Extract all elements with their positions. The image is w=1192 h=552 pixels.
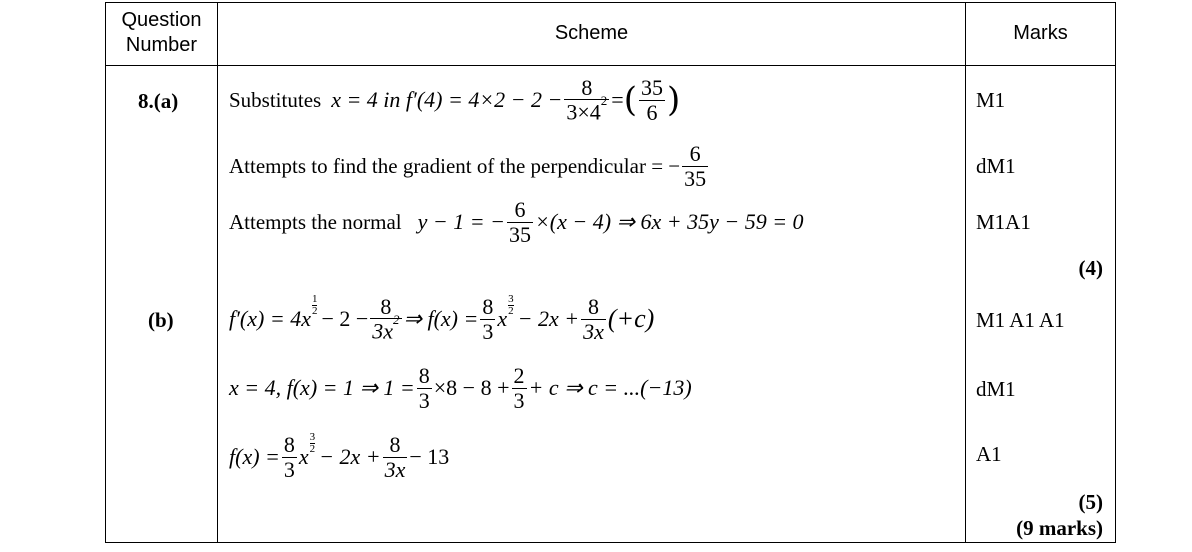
table-right-border (1115, 2, 1116, 543)
row2-fraction: $\frac{6}{35}$ (684, 141, 707, 191)
b-row1-lhs: f′(x) = 4x (229, 306, 311, 331)
b-row3-lhs: f(x) = (229, 444, 280, 469)
part-a-row2 (229, 138, 710, 194)
row1-frac-num: 8 (581, 75, 593, 101)
row2-text: Attempts to find the gradient of the perpendicular = − (229, 153, 681, 178)
part-b-label: (b) (148, 308, 174, 332)
b-row3-tail: − 13 (409, 444, 450, 469)
row1-math-lhs: x = 4 in f′(4) = 4×2 − 2 − (331, 87, 563, 112)
part-b-row1 (229, 284, 654, 354)
part-a-row3-mark: M1A1 (976, 210, 1031, 234)
row3-fraction: $\frac{6}{35}$ (508, 197, 531, 247)
part-b-row3-mark: A1 (976, 442, 1002, 466)
open-paren: ( (623, 80, 637, 120)
part-b-row2-mark: dM1 (976, 377, 1016, 401)
b-row2-frac2: $\frac{2}{3}$ (513, 363, 525, 413)
b-row1-frac2: $\frac{8}{3}$ (482, 294, 494, 344)
b-row3-mid: − 2x + (319, 444, 381, 469)
b-row2-frac: $\frac{8}{3}$ (418, 363, 430, 413)
b-row3-x: x (298, 444, 309, 469)
row1-equals: = (611, 87, 624, 112)
row1-fraction (564, 76, 609, 124)
b-row1-exp2: 3 2 (508, 292, 514, 317)
header-marks: Marks (1013, 22, 1068, 44)
b-row1-x: x (497, 306, 508, 331)
part-b-row2 (229, 358, 692, 418)
row3-text: Attempts the normal (229, 209, 402, 234)
part-a-row3 (229, 194, 804, 250)
b-row1-frac3: $\frac{8}{3x}$ (583, 294, 604, 344)
grand-total: (9 marks) (1016, 516, 1103, 540)
row1-result: $\frac{35}{6}$ (640, 75, 663, 125)
row3-math-lhs: y − 1 = − (417, 209, 505, 234)
part-b-row3 (229, 424, 449, 490)
part-a-total: (4) (1078, 256, 1103, 280)
part-b-total: (5) (1078, 490, 1103, 514)
row3-math-rhs: ×(x − 4) ⇒ 6x + 35y − 59 = 0 (534, 209, 804, 234)
b-row2-mid: ×8 − 8 + (433, 375, 510, 400)
table-left-border (105, 2, 106, 543)
b-row1-arrow: ⇒ f(x) = (403, 306, 479, 331)
b-row3-exp: 3 2 (309, 430, 316, 455)
part-b-row1-mark: M1 A1 A1 (976, 308, 1065, 332)
header-question-number: Question Number (121, 9, 202, 56)
b-row1-mid: − 2 − (321, 306, 369, 331)
b-row3-frac: $\frac{8}{3}$ (283, 432, 295, 482)
column-divider-1 (217, 2, 218, 543)
b-row2-lhs: x = 4, f(x) = 1 ⇒ 1 = (229, 375, 415, 400)
part-a-label: 8.(a) (138, 89, 179, 113)
b-row1-exp1: 1 2 (311, 292, 318, 317)
row1-text: Substitutes (229, 87, 322, 112)
part-a-row1-mark: M1 (976, 88, 1006, 112)
header-scheme: Scheme (554, 22, 629, 44)
row1-frac-den: $3\times 4^2$ (566, 93, 608, 125)
b-row1-mid2: − 2x + (517, 306, 580, 331)
b-row1-tail: (+c) (607, 304, 655, 333)
b-row2-tail: + c ⇒ c = ...(−13) (528, 375, 692, 400)
close-paren: ) (666, 80, 681, 120)
part-a-row2-mark: dM1 (976, 154, 1016, 178)
b-row3-frac2: $\frac{8}{3x}$ (384, 432, 406, 482)
b-row1-frac: $\frac{8}{3x^2}$ (372, 294, 400, 344)
part-a-row1 (229, 68, 680, 132)
